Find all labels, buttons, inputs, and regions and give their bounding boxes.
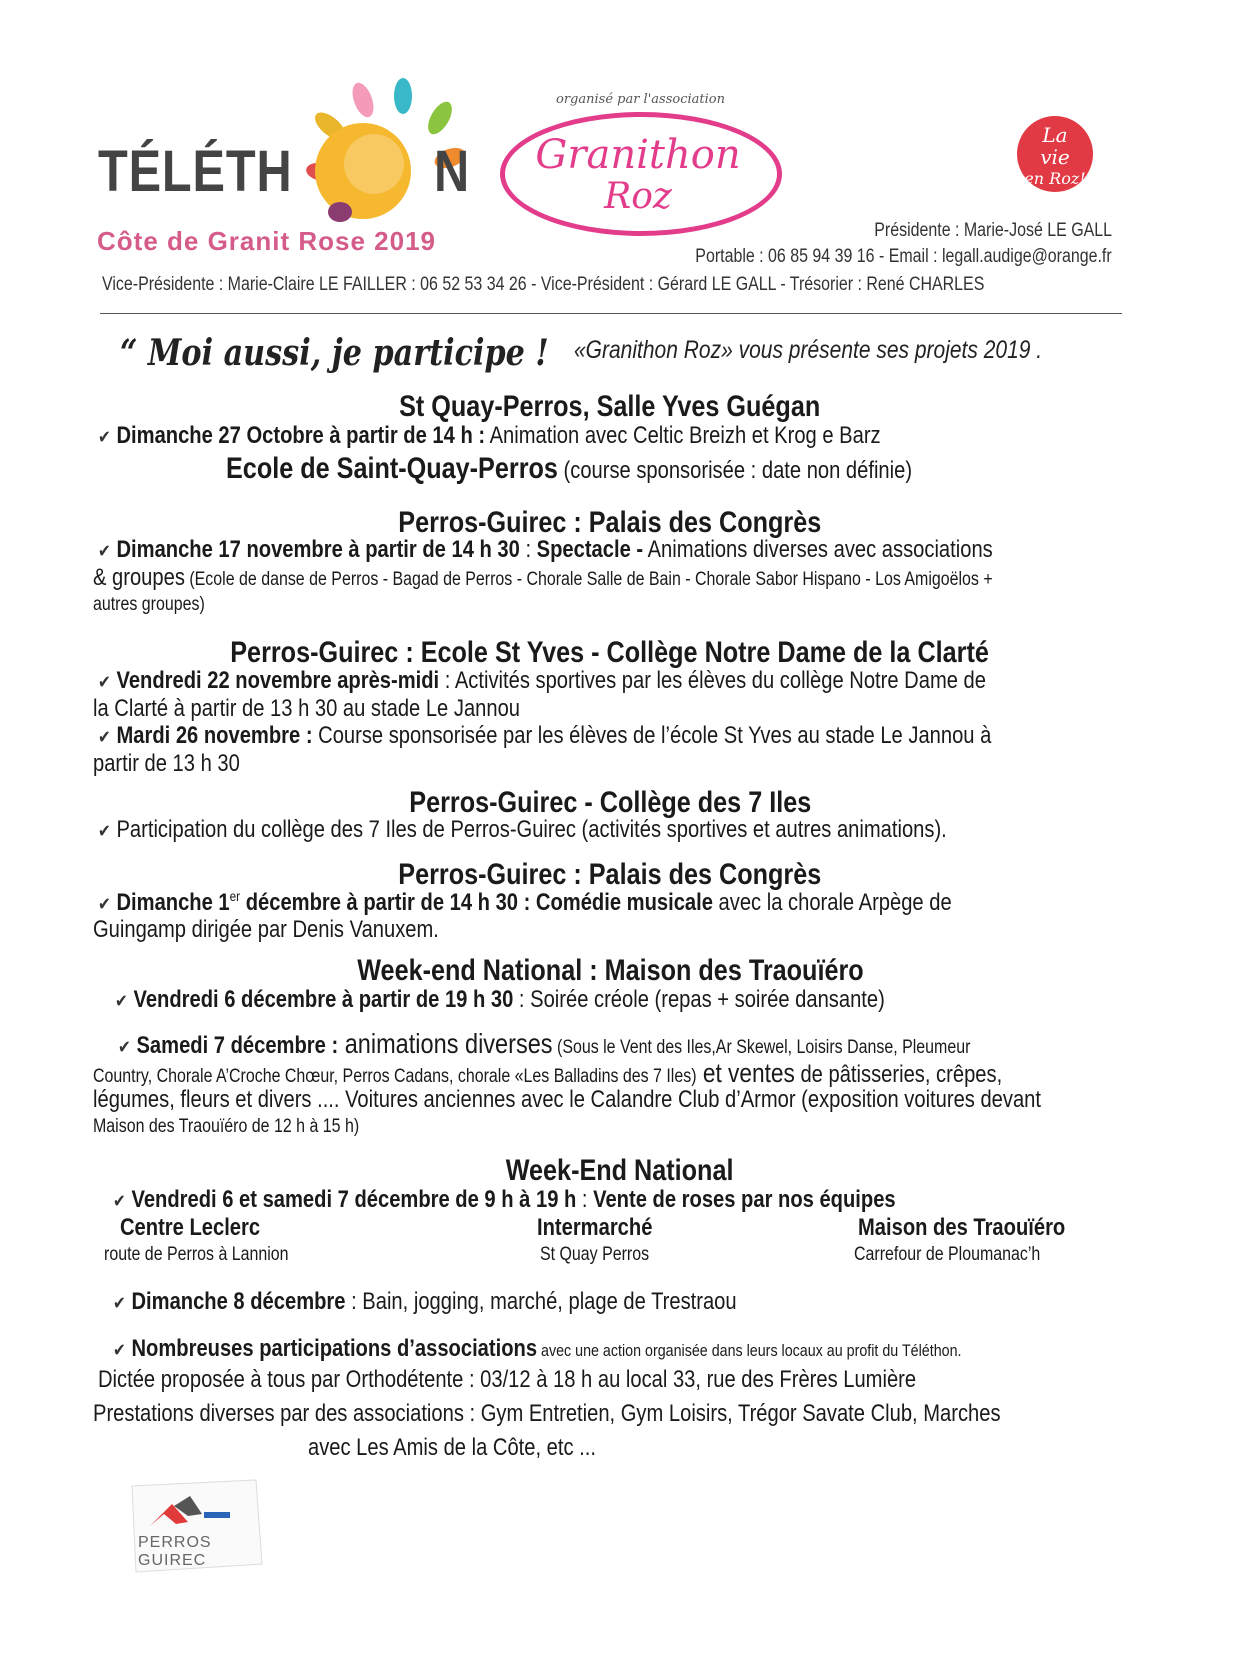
place-maison-traouiero-detail: Carrefour de Ploumanac’h (854, 1244, 1041, 1265)
la-vie-en-roz-logo: La vie en Roz! (1017, 116, 1093, 192)
event-mardi-26-novembre: ✔ Mardi 26 novembre : Course sponsorisée par les élèves de l’école St Yves au stade Le Jannou à (98, 722, 992, 749)
portable-email-line: Portable : 06 85 94 39 16 - Email : legall.audige@orange.fr (695, 246, 1112, 267)
section-title-palais-congres-2: Perros-Guirec : Palais des Congrès (398, 858, 822, 891)
check-icon: ✔ (98, 541, 111, 561)
event-dimanche-17-novembre: ✔ Dimanche 17 novembre à partir de 14 h 30 : Spectacle - Animations diverses avec associations (98, 536, 993, 563)
check-icon: ✔ (98, 427, 111, 447)
section-title-ecole-st-yves: Perros-Guirec : Ecole St Yves - Collège Notre Dame de la Clarté (230, 636, 990, 669)
presente-projets-text: «Granithon Roz» vous présente ses projets 2019 . (574, 336, 1043, 364)
check-icon: ✔ (98, 821, 111, 841)
check-icon: ✔ (115, 991, 128, 1011)
check-icon: ✔ (118, 1037, 131, 1057)
perros-guirec-logo: PERROS GUIREC (128, 1478, 264, 1578)
event-vendredi-6-decembre: ✔ Vendredi 6 décembre à partir de 19 h 30 : Soirée créole (repas + soirée dansante) (115, 986, 885, 1013)
organise-par-label: organisé par l'association (556, 92, 725, 107)
event-autres-groupes: autres groupes) (93, 594, 205, 615)
event-samedi-7-line2: Country, Chorale A’Croche Chœur, Perros Cadans, chorale «Les Balladins des 7 Iles) et ventes de pâtisseries, crêpes, (93, 1058, 1003, 1088)
section-title-week-end-national: Week-End National (506, 1154, 734, 1187)
place-intermarche: Intermarché (537, 1214, 653, 1241)
check-icon: ✔ (98, 894, 111, 914)
event-samedi-7-line3: légumes, fleurs et divers .... Voitures anciennes avec le Calandre Club d’Armor (exposition voitures devant (93, 1086, 1041, 1113)
check-icon: ✔ (113, 1293, 126, 1313)
section-title-college-7-iles: Perros-Guirec - Collège des 7 Iles (409, 786, 811, 819)
check-icon: ✔ (113, 1340, 126, 1360)
vice-presidents-line: Vice-Présidente : Marie-Claire LE FAILLER : 06 52 53 34 26 - Vice-Président : Gérard LE GALL - Trésorier : René CHARLES (102, 274, 985, 295)
check-icon: ✔ (98, 672, 111, 692)
section-title-st-quay: St Quay-Perros, Salle Yves Guégan (399, 390, 821, 423)
section-title-week-end-traouiero: Week-end National : Maison des Traouïéro (356, 954, 864, 987)
check-icon: ✔ (113, 1191, 126, 1211)
prestations-text: Prestations diverses par des associations : Gym Entretien, Gym Loisirs, Trégor Savate Club, Marches (93, 1400, 1001, 1427)
cote-granit-rose-text: Côte de Granit Rose 2019 (97, 226, 436, 256)
presidente-line: Présidente : Marie-José LE GALL (874, 220, 1112, 241)
telethon-logo-text: TÉLÉTH N (98, 139, 470, 204)
event-participation-college: ✔ Participation du collège des 7 Iles de Perros-Guirec (activités sportives et autres animations). (98, 816, 947, 843)
event-dimanche-1-decembre: ✔ Dimanche 1er décembre à partir de 14 h 30 : Comédie musicale avec la chorale Arpège de (98, 888, 952, 916)
place-maison-traouiero: Maison des Traouïéro (858, 1214, 1066, 1241)
event-vendredi-22-line2: la Clarté à partir de 13 h 30 au stade Le Jannou (93, 695, 521, 722)
event-samedi-7-decembre: ✔ Samedi 7 décembre : animations diverses (Sous le Vent des Iles,Ar Skewel, Loisirs Danse, Pleumeur (118, 1028, 971, 1059)
dictee-text: Dictée proposée à tous par Orthodétente : 03/12 à 18 h au local 33, rue des Frères Lumière (98, 1366, 917, 1393)
event-dimanche-1-line2: Guingamp dirigée par Denis Vanuxem. (93, 916, 439, 943)
event-mardi-26-line2: partir de 13 h 30 (93, 750, 240, 777)
place-centre-leclerc-detail: route de Perros à Lannion (104, 1244, 289, 1265)
event-dimanche-8-decembre: ✔ Dimanche 8 décembre : Bain, jogging, marché, plage de Trestraou (113, 1288, 737, 1315)
check-icon: ✔ (98, 727, 111, 747)
granithon-roz-logo: Granithon Roz (500, 112, 776, 230)
place-intermarche-detail: St Quay Perros (540, 1244, 650, 1265)
section-ecole-st-quay: Ecole de Saint-Quay-Perros (course sponsorisée : date non définie) (226, 452, 913, 485)
event-vente-roses: ✔ Vendredi 6 et samedi 7 décembre de 9 h à 19 h : Vente de roses par nos équipes (113, 1186, 896, 1213)
event-vendredi-22-novembre: ✔ Vendredi 22 novembre après-midi : Activités sportives par les élèves du collège Notre Dame de (98, 667, 986, 694)
section-title-palais-congres-1: Perros-Guirec : Palais des Congrès (398, 506, 822, 539)
moi-aussi-slogan: “ Moi aussi, je participe ! (120, 332, 549, 374)
header-divider (100, 313, 1122, 314)
prestations-text-line2: avec Les Amis de la Côte, etc ... (308, 1434, 596, 1461)
event-dimanche-27-octobre: ✔ Dimanche 27 Octobre à partir de 14 h : Animation avec Celtic Breizh et Krog e Barz (98, 422, 881, 449)
event-samedi-7-line4: Maison des Traouïéro de 12 h à 15 h) (93, 1116, 360, 1137)
place-centre-leclerc: Centre Leclerc (120, 1214, 261, 1241)
event-nombreuses-participations: ✔ Nombreuses participations d’associations avec une action organisée dans leurs locaux au profit du Téléthon. (113, 1335, 962, 1362)
event-groupes-line: & groupes (Ecole de danse de Perros - Bagad de Perros - Chorale Salle de Bain - Chorale Sabor Hispano - Los Amigoëlos + (93, 564, 993, 591)
